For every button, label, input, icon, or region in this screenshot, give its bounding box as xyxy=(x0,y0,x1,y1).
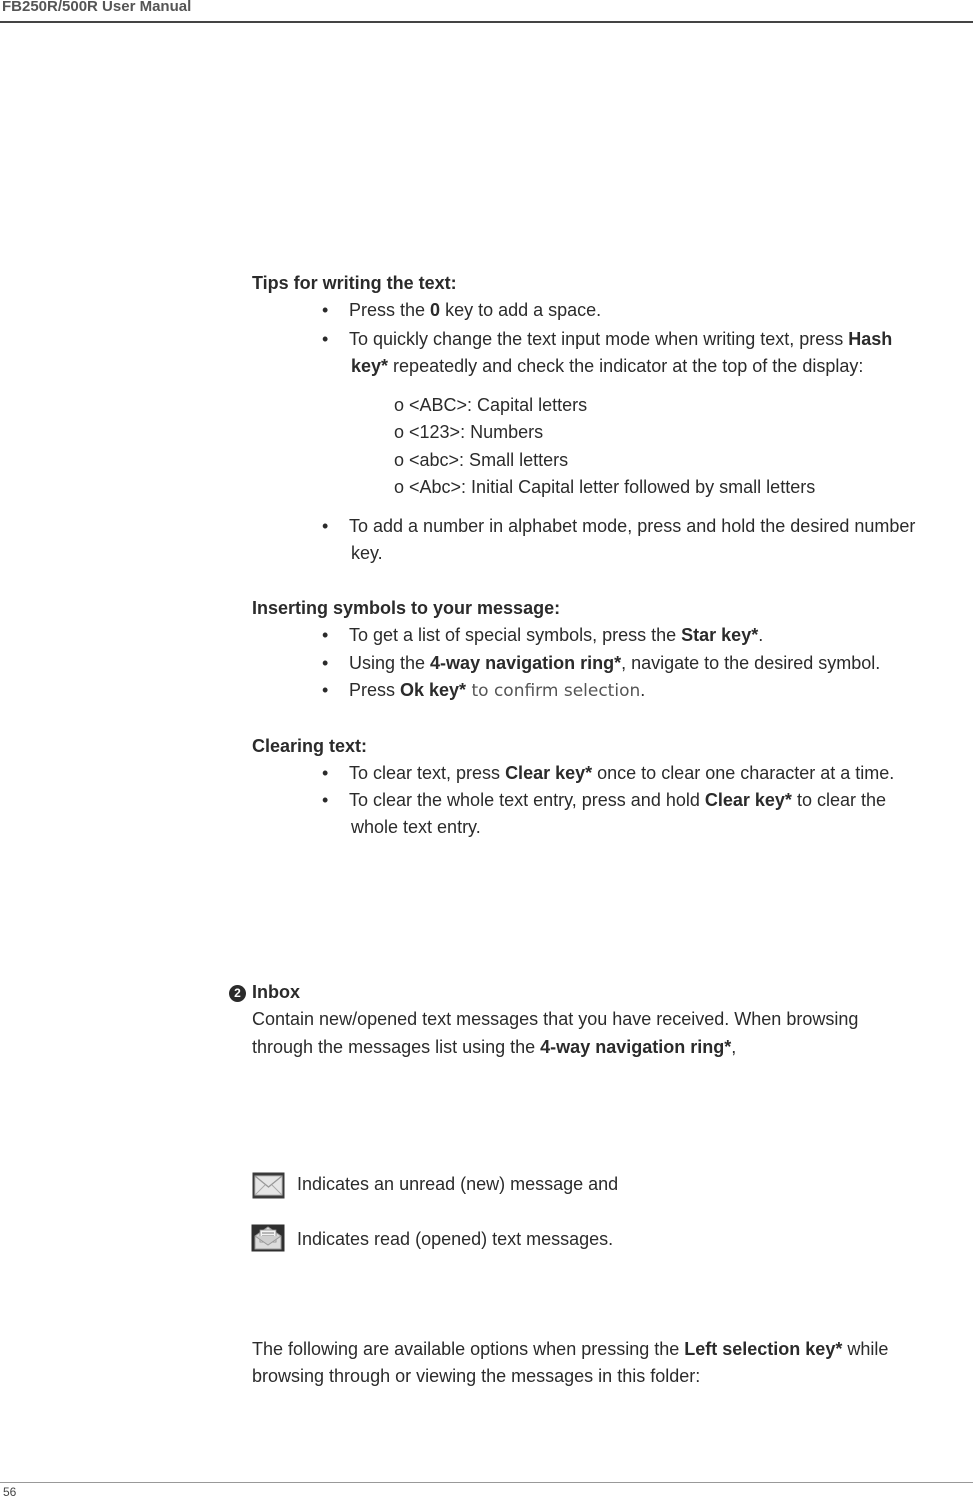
mode-initial-cap: o <Abc>: Initial Capital letter followed by small letters xyxy=(394,477,816,497)
tips-item-number: To add a number in alphabet mode, press and hold the desired number xyxy=(349,516,916,536)
read-description: Indicates read (opened) text messages. xyxy=(297,1229,614,1249)
clearing-item-all-cont: whole text entry. xyxy=(351,817,481,837)
inbox-description: Contain new/opened text messages that you have received. When browsing xyxy=(252,1009,859,1029)
bullet-icon: • xyxy=(322,653,329,673)
symbols-item-list: To get a list of special symbols, press the Star key*. xyxy=(349,625,764,645)
options-intro: The following are available options when pressing the Left selection key* while xyxy=(252,1339,889,1359)
manual-title: FB250R/500R User Manual xyxy=(2,0,192,15)
footer-divider xyxy=(0,1482,973,1483)
symbols-heading: Inserting symbols to your message: xyxy=(252,598,561,618)
mode-small: o <abc>: Small letters xyxy=(394,450,569,470)
tips-heading: Tips for writing the text: xyxy=(252,273,457,293)
bullet-icon: • xyxy=(322,625,329,645)
unread-envelope-icon xyxy=(252,1172,285,1199)
mode-abc-caps: o <ABC>: Capital letters xyxy=(394,395,588,415)
bullet-icon: • xyxy=(322,680,329,700)
symbols-item-confirm: Press Ok key* to confirm selection. xyxy=(349,680,646,701)
bullet-icon: • xyxy=(322,790,329,810)
unread-description: Indicates an unread (new) message and xyxy=(297,1174,619,1194)
symbols-item-navigate: Using the 4-way navigation ring*, navigate to the desired symbol. xyxy=(349,653,881,673)
bullet-icon: • xyxy=(322,516,329,536)
page-number: 56 xyxy=(3,1485,17,1499)
bullet-icon: • xyxy=(322,329,329,349)
tips-item-input-mode-cont: key* repeatedly and check the indicator at the top of the display: xyxy=(351,356,864,376)
bullet-icon: • xyxy=(322,300,329,320)
header-divider xyxy=(0,21,973,23)
read-envelope-icon xyxy=(251,1224,284,1251)
mode-numbers: o <123>: Numbers xyxy=(394,422,544,442)
clearing-item-single: To clear text, press Clear key* once to clear one character at a time. xyxy=(349,763,895,783)
tips-item-input-mode: To quickly change the text input mode when writing text, press Hash xyxy=(349,329,893,349)
clearing-heading: Clearing text: xyxy=(252,736,368,756)
inbox-heading: Inbox xyxy=(252,982,300,1002)
tips-item-number-cont: key. xyxy=(351,543,383,563)
section-number-badge: 2 xyxy=(229,985,246,1002)
options-intro-cont: browsing through or viewing the messages in this folder: xyxy=(252,1366,701,1386)
clearing-item-all: To clear the whole text entry, press and hold Clear key* to clear the xyxy=(349,790,887,810)
tips-item-space: Press the 0 key to add a space. xyxy=(349,300,602,320)
bullet-icon: • xyxy=(322,763,329,783)
inbox-description-cont: through the messages list using the 4-way navigation ring*, xyxy=(252,1037,737,1057)
